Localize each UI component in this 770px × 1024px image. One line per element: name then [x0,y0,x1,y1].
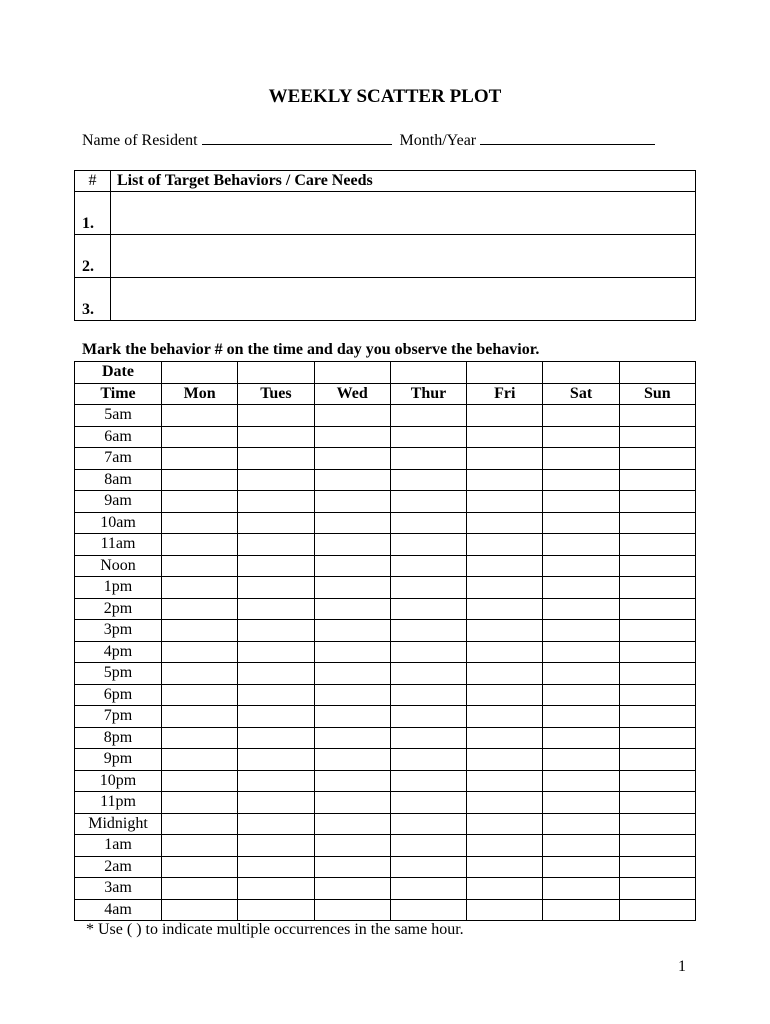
time-slot-label: 9am [75,491,162,513]
observation-cell[interactable] [467,856,543,878]
observation-cell[interactable] [390,426,466,448]
observation-cell[interactable] [619,620,695,642]
observation-cell[interactable] [238,512,314,534]
day-header-row [75,383,696,405]
time-slot-label: 1am [75,835,162,857]
observation-cell[interactable] [390,448,466,470]
observation-cell[interactable] [543,405,619,427]
observation-cell[interactable] [314,878,390,900]
observation-cell[interactable] [619,727,695,749]
observation-cell[interactable] [390,620,466,642]
time-row [75,534,696,556]
observation-cell[interactable] [619,706,695,728]
observation-cell[interactable] [162,813,238,835]
day-header-sun: Sun [619,383,695,405]
observation-cell[interactable] [390,491,466,513]
observation-cell[interactable] [467,899,543,921]
resident-name-label: Name of Resident [82,132,198,149]
time-row [75,426,696,448]
day-header-sat: Sat [543,383,619,405]
day-header-tues: Tues [238,383,314,405]
observation-cell[interactable] [314,706,390,728]
time-row [75,512,696,534]
observation-cell[interactable] [238,792,314,814]
observation-cell[interactable] [467,577,543,599]
time-row [75,469,696,491]
observation-cell[interactable] [619,598,695,620]
observation-cell[interactable] [390,405,466,427]
observation-cell[interactable] [619,512,695,534]
date-label: Date [75,362,162,384]
behavior-entry-cell[interactable] [111,278,696,321]
observation-cell[interactable] [543,620,619,642]
page-title: WEEKLY SCATTER PLOT [268,86,502,107]
time-slot-label: 6pm [75,684,162,706]
observation-cell[interactable] [238,727,314,749]
observation-cell[interactable] [467,727,543,749]
observation-cell[interactable] [162,512,238,534]
date-cell-sun[interactable] [619,362,695,384]
observation-cell[interactable] [467,555,543,577]
observation-cell[interactable] [543,813,619,835]
observation-cell[interactable] [314,426,390,448]
behavior-row [75,235,696,278]
observation-cell[interactable] [314,577,390,599]
date-header-row [75,362,696,384]
observation-cell[interactable] [390,749,466,771]
observation-cell[interactable] [162,770,238,792]
time-row [75,684,696,706]
observation-cell[interactable] [619,577,695,599]
time-row [75,577,696,599]
observation-cell[interactable] [238,448,314,470]
behavior-number: 2. [75,235,111,278]
observation-cell[interactable] [543,770,619,792]
observation-cell[interactable] [543,749,619,771]
date-cell-tues[interactable] [238,362,314,384]
observation-cell[interactable] [467,469,543,491]
observation-cell[interactable] [467,641,543,663]
time-slot-label: Midnight [75,813,162,835]
observation-cell[interactable] [238,770,314,792]
time-row [75,749,696,771]
observation-cell[interactable] [314,856,390,878]
time-row [75,641,696,663]
time-slot-label: 5am [75,405,162,427]
observation-cell[interactable] [543,663,619,685]
time-slot-label: 10am [75,512,162,534]
observation-cell[interactable] [619,405,695,427]
behavior-entry-cell[interactable] [111,192,696,235]
observation-cell[interactable] [238,706,314,728]
observation-cell[interactable] [390,512,466,534]
time-slot-label: 10pm [75,770,162,792]
observation-cell[interactable] [543,792,619,814]
scatter-plot-grid [74,361,696,921]
observation-cell[interactable] [543,835,619,857]
time-row [75,620,696,642]
observation-cell[interactable] [619,684,695,706]
observation-cell[interactable] [314,770,390,792]
observation-cell[interactable] [467,534,543,556]
behavior-row [75,192,696,235]
observation-cell[interactable] [619,555,695,577]
time-row [75,899,696,921]
observation-cell[interactable] [314,555,390,577]
observation-cell[interactable] [162,835,238,857]
time-row [75,770,696,792]
observation-cell[interactable] [238,835,314,857]
observation-cell[interactable] [467,426,543,448]
observation-cell[interactable] [467,405,543,427]
instruction-text: Mark the behavior # on the time and day you observe the behavior. [82,341,540,358]
observation-cell[interactable] [619,878,695,900]
observation-cell[interactable] [619,770,695,792]
resident-name-field[interactable] [202,130,392,145]
observation-cell[interactable] [467,792,543,814]
observation-cell[interactable] [314,491,390,513]
observation-cell[interactable] [619,663,695,685]
observation-cell[interactable] [238,426,314,448]
observation-cell[interactable] [543,727,619,749]
time-row [75,405,696,427]
observation-cell[interactable] [390,878,466,900]
observation-cell[interactable] [162,706,238,728]
observation-cell[interactable] [619,792,695,814]
observation-cell[interactable] [543,899,619,921]
observation-cell[interactable] [314,598,390,620]
observation-cell[interactable] [238,663,314,685]
observation-cell[interactable] [314,448,390,470]
observation-cell[interactable] [238,684,314,706]
observation-cell[interactable] [619,899,695,921]
observation-cell[interactable] [543,598,619,620]
observation-cell[interactable] [619,835,695,857]
date-cell-wed[interactable] [314,362,390,384]
observation-cell[interactable] [619,641,695,663]
time-slot-label: 11am [75,534,162,556]
observation-cell[interactable] [390,813,466,835]
observation-cell[interactable] [314,813,390,835]
observation-cell[interactable] [238,620,314,642]
observation-cell[interactable] [390,727,466,749]
observation-cell[interactable] [619,813,695,835]
time-slot-label: 1pm [75,577,162,599]
observation-cell[interactable] [390,856,466,878]
observation-cell[interactable] [390,577,466,599]
observation-cell[interactable] [314,835,390,857]
observation-cell[interactable] [238,641,314,663]
day-header-wed: Wed [314,383,390,405]
observation-cell[interactable] [314,534,390,556]
observation-cell[interactable] [162,469,238,491]
date-cell-mon[interactable] [162,362,238,384]
observation-cell[interactable] [543,856,619,878]
behavior-entry-cell[interactable] [111,235,696,278]
time-slot-label: 4pm [75,641,162,663]
observation-cell[interactable] [162,448,238,470]
page-number: 1 [678,958,686,975]
observation-cell[interactable] [467,448,543,470]
observation-cell[interactable] [314,792,390,814]
observation-cell[interactable] [467,813,543,835]
observation-cell[interactable] [619,534,695,556]
observation-cell[interactable] [467,878,543,900]
observation-cell[interactable] [467,770,543,792]
observation-cell[interactable] [619,426,695,448]
time-row [75,706,696,728]
observation-cell[interactable] [390,684,466,706]
time-row [75,663,696,685]
time-slot-label: 5pm [75,663,162,685]
observation-cell[interactable] [314,469,390,491]
observation-cell[interactable] [162,405,238,427]
observation-cell[interactable] [619,749,695,771]
observation-cell[interactable] [238,899,314,921]
observation-cell[interactable] [162,792,238,814]
time-row [75,448,696,470]
observation-cell[interactable] [543,555,619,577]
behavior-number-header: # [75,171,111,192]
observation-cell[interactable] [543,641,619,663]
observation-cell[interactable] [467,706,543,728]
observation-cell[interactable] [467,512,543,534]
observation-cell[interactable] [619,491,695,513]
observation-cell[interactable] [162,663,238,685]
observation-cell[interactable] [162,598,238,620]
observation-cell[interactable] [238,856,314,878]
observation-cell[interactable] [162,684,238,706]
observation-cell[interactable] [238,405,314,427]
observation-cell[interactable] [238,491,314,513]
time-slot-label: 11pm [75,792,162,814]
observation-cell[interactable] [238,555,314,577]
time-slot-label: 2pm [75,598,162,620]
observation-cell[interactable] [543,878,619,900]
time-row [75,813,696,835]
observation-cell[interactable] [390,706,466,728]
time-label: Time [75,383,162,405]
resident-info-line [82,130,655,150]
date-cell-thur[interactable] [390,362,466,384]
observation-cell[interactable] [314,641,390,663]
observation-cell[interactable] [390,555,466,577]
day-header-mon: Mon [162,383,238,405]
observation-cell[interactable] [238,749,314,771]
observation-cell[interactable] [390,641,466,663]
time-slot-label: 7pm [75,706,162,728]
time-slot-label: 4am [75,899,162,921]
footnote: * Use ( ) to indicate multiple occurrences in the same hour. [86,921,464,938]
time-row [75,878,696,900]
behavior-list-header: List of Target Behaviors / Care Needs [111,171,696,192]
observation-cell[interactable] [619,469,695,491]
observation-cell[interactable] [543,448,619,470]
behaviors-header-row [75,171,696,192]
time-slot-label: 8pm [75,727,162,749]
time-row [75,555,696,577]
observation-cell[interactable] [162,899,238,921]
observation-cell[interactable] [543,534,619,556]
observation-cell[interactable] [162,577,238,599]
observation-cell[interactable] [314,620,390,642]
observation-cell[interactable] [390,598,466,620]
observation-cell[interactable] [238,878,314,900]
time-slot-label: 9pm [75,749,162,771]
observation-cell[interactable] [162,641,238,663]
observation-cell[interactable] [314,512,390,534]
observation-cell[interactable] [162,426,238,448]
time-row [75,727,696,749]
time-slot-label: 2am [75,856,162,878]
observation-cell[interactable] [467,749,543,771]
observation-cell[interactable] [390,663,466,685]
observation-cell[interactable] [162,878,238,900]
observation-cell[interactable] [238,534,314,556]
observation-cell[interactable] [543,469,619,491]
observation-cell[interactable] [314,749,390,771]
time-slot-label: 6am [75,426,162,448]
observation-cell[interactable] [467,598,543,620]
time-row [75,792,696,814]
observation-cell[interactable] [162,534,238,556]
observation-cell[interactable] [543,426,619,448]
observation-cell[interactable] [619,856,695,878]
observation-cell[interactable] [543,577,619,599]
observation-cell[interactable] [467,620,543,642]
observation-cell[interactable] [543,491,619,513]
observation-cell[interactable] [314,663,390,685]
observation-cell[interactable] [162,749,238,771]
observation-cell[interactable] [238,577,314,599]
observation-cell[interactable] [314,684,390,706]
observation-cell[interactable] [162,856,238,878]
behavior-number: 3. [75,278,111,321]
time-slot-label: Noon [75,555,162,577]
time-row [75,835,696,857]
observation-cell[interactable] [390,835,466,857]
observation-cell[interactable] [619,448,695,470]
month-year-field[interactable] [480,130,655,145]
observation-cell[interactable] [314,405,390,427]
observation-cell[interactable] [467,835,543,857]
observation-cell[interactable] [467,491,543,513]
time-slot-label: 7am [75,448,162,470]
observation-cell[interactable] [390,792,466,814]
behavior-number: 1. [75,192,111,235]
date-cell-sat[interactable] [543,362,619,384]
observation-cell[interactable] [314,899,390,921]
observation-cell[interactable] [467,663,543,685]
observation-cell[interactable] [162,555,238,577]
observation-cell[interactable] [162,620,238,642]
observation-cell[interactable] [162,491,238,513]
observation-cell[interactable] [238,469,314,491]
day-header-thur: Thur [390,383,466,405]
behavior-row [75,278,696,321]
observation-cell[interactable] [314,727,390,749]
observation-cell[interactable] [390,770,466,792]
observation-cell[interactable] [390,899,466,921]
observation-cell[interactable] [238,813,314,835]
time-row [75,856,696,878]
time-slot-label: 3pm [75,620,162,642]
observation-cell[interactable] [543,512,619,534]
observation-cell[interactable] [162,727,238,749]
time-slot-label: 3am [75,878,162,900]
date-cell-fri[interactable] [467,362,543,384]
day-header-fri: Fri [467,383,543,405]
observation-cell[interactable] [543,684,619,706]
target-behaviors-table [74,170,696,321]
time-row [75,598,696,620]
observation-cell[interactable] [390,534,466,556]
observation-cell[interactable] [238,598,314,620]
observation-cell[interactable] [543,706,619,728]
time-row [75,491,696,513]
observation-cell[interactable] [467,684,543,706]
observation-cell[interactable] [390,469,466,491]
month-year-label: Month/Year [399,132,477,149]
time-slot-label: 8am [75,469,162,491]
